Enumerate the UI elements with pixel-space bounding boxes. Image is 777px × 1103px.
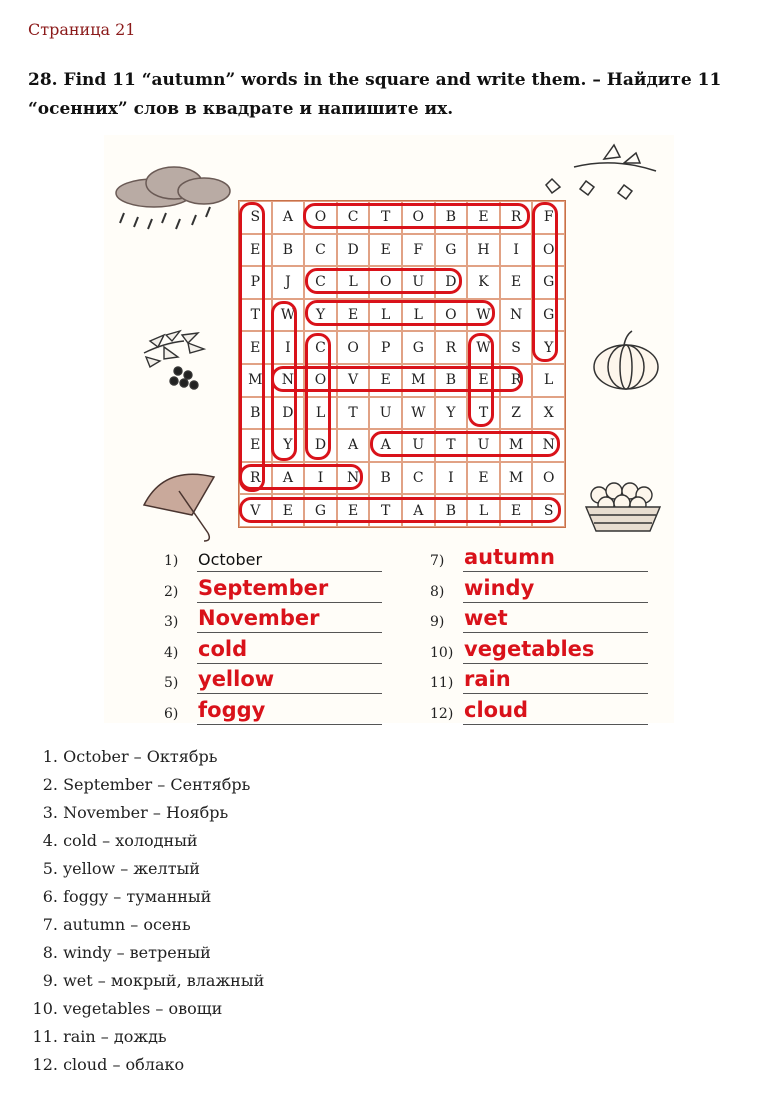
grid-cell: T — [369, 201, 402, 234]
answer-word: September — [198, 575, 329, 600]
grid-cell: C — [402, 462, 435, 495]
grid-cell: I — [304, 462, 337, 495]
grid-cell: S — [500, 331, 533, 364]
grid-cell: E — [467, 462, 500, 495]
answer-word: October — [198, 550, 263, 569]
grid-cell: D — [304, 429, 337, 462]
vegetable-basket-icon — [586, 483, 660, 531]
translation-text: yellow – желтый — [63, 859, 200, 878]
answer-underline — [197, 724, 382, 725]
grid-cell: U — [402, 266, 435, 299]
branch-leaves-icon — [546, 145, 656, 199]
grid-cell: K — [467, 266, 500, 299]
translation-number: 4. — [42, 831, 58, 850]
grid-cell: E — [467, 201, 500, 234]
grid-cell: L — [402, 299, 435, 332]
answer-word: cold — [198, 636, 248, 661]
grid-cell: P — [369, 331, 402, 364]
grid-cell: M — [402, 364, 435, 397]
translation-text: September – Сентябрь — [63, 775, 251, 794]
grid-cell: E — [239, 429, 272, 462]
translation-item — [28, 1051, 264, 1079]
grid-cell: E — [369, 234, 402, 267]
answer-underline — [197, 571, 382, 572]
pumpkin-icon — [594, 331, 658, 389]
grid-cell: E — [337, 299, 370, 332]
grid-cell: O — [337, 331, 370, 364]
translation-list — [28, 743, 264, 1079]
answer-underline — [463, 571, 648, 572]
answer-word: yellow — [198, 667, 275, 691]
answer-number: 11) — [430, 675, 454, 691]
answer-number: 4) — [164, 644, 179, 661]
grid-cell: P — [239, 266, 272, 299]
grid-cell: I — [435, 462, 468, 495]
grid-cell: C — [304, 331, 337, 364]
highlight-november — [271, 366, 523, 392]
translation-number: 5. — [42, 859, 58, 878]
grid-cell: U — [467, 429, 500, 462]
translation-item — [28, 911, 264, 939]
grid-cell: R — [500, 201, 533, 234]
grid-cell: Y — [435, 397, 468, 430]
grid-cell: B — [435, 494, 468, 527]
answer-underline — [197, 663, 382, 664]
answer-word: November — [198, 606, 320, 630]
answer-number: 5) — [164, 675, 179, 691]
translation-item — [28, 1023, 264, 1051]
grid-cell: S — [532, 494, 565, 527]
translation-item — [28, 799, 264, 827]
grid-cell: V — [239, 494, 272, 527]
grid-cell: M — [239, 364, 272, 397]
grid-cell: Z — [500, 397, 533, 430]
grid-cell: X — [532, 397, 565, 430]
answer-word: wet — [464, 606, 508, 630]
grid-cell: L — [337, 266, 370, 299]
grid-cell: O — [304, 364, 337, 397]
answer-underline — [463, 724, 648, 725]
grid-cell: E — [500, 266, 533, 299]
grid-cell: R — [239, 462, 272, 495]
grid-cell: U — [369, 397, 402, 430]
answer-word: rain — [464, 667, 511, 691]
grid-cell: N — [532, 429, 565, 462]
answer-word: windy — [464, 575, 535, 600]
grid-cell: E — [467, 364, 500, 397]
grid-cell: W — [467, 331, 500, 364]
grid-cell: T — [369, 494, 402, 527]
grid-cell: L — [304, 397, 337, 430]
grid-cell: I — [272, 331, 305, 364]
answer-number: 12) — [430, 705, 454, 722]
grid-cell: W — [467, 299, 500, 332]
grid-cell: U — [402, 429, 435, 462]
grid-cell: F — [402, 234, 435, 267]
translation-number: 1. — [42, 747, 58, 766]
highlight-october — [303, 203, 530, 229]
grid-cell: Y — [304, 299, 337, 332]
highlight-autumn — [370, 431, 560, 457]
grid-cell: E — [272, 494, 305, 527]
translation-number: 2. — [42, 775, 58, 794]
grid-cell: B — [435, 364, 468, 397]
grid-cell: G — [402, 331, 435, 364]
grid-cell: D — [435, 266, 468, 299]
answer-number: 8) — [430, 583, 445, 600]
highlight-foggy — [532, 202, 558, 362]
grid-cell: O — [304, 201, 337, 234]
grid-cell: O — [435, 299, 468, 332]
rain-cloud-icon — [116, 167, 230, 229]
translation-number: 10. — [32, 999, 58, 1018]
translation-text: vegetables – овощи — [63, 999, 223, 1018]
answer-underline — [197, 602, 382, 603]
translation-text: cloud – облако — [63, 1055, 185, 1074]
translation-item — [28, 827, 264, 855]
grid-cell: A — [402, 494, 435, 527]
grid-cell: E — [239, 234, 272, 267]
grid-cell: W — [272, 299, 305, 332]
translation-item — [28, 743, 264, 771]
grid-cell: L — [467, 494, 500, 527]
grid-cell: E — [239, 331, 272, 364]
grid-cell: A — [272, 201, 305, 234]
grid-cell: L — [369, 299, 402, 332]
grid-cell: H — [467, 234, 500, 267]
grid-cell: I — [500, 234, 533, 267]
grid-cell: B — [239, 397, 272, 430]
grid-cell: B — [272, 234, 305, 267]
translation-text: windy – ветреный — [63, 943, 211, 962]
answer-number: 9) — [430, 614, 445, 630]
translation-item — [28, 967, 264, 995]
grid-cell: R — [500, 364, 533, 397]
grid-cell: O — [532, 234, 565, 267]
translation-number: 11. — [32, 1027, 58, 1046]
grid-cell: V — [337, 364, 370, 397]
rowan-branch-icon — [144, 331, 204, 389]
grid-cell: E — [369, 364, 402, 397]
grid-cell: C — [304, 234, 337, 267]
translation-text: autumn – осень — [63, 915, 191, 934]
grid-cell: G — [532, 266, 565, 299]
grid-cell: A — [272, 462, 305, 495]
grid-cell: G — [532, 299, 565, 332]
grid-cell: N — [272, 364, 305, 397]
grid-cell: R — [435, 331, 468, 364]
grid-cell: C — [337, 201, 370, 234]
answer-underline — [463, 693, 648, 694]
grid-cell: D — [272, 397, 305, 430]
grid-cell: T — [435, 429, 468, 462]
translation-text: cold – холодный — [63, 831, 198, 850]
highlight-cold — [305, 333, 331, 460]
answer-word: autumn — [464, 545, 555, 569]
translation-number: 3. — [42, 803, 58, 822]
grid-cell: C — [304, 266, 337, 299]
translation-item — [28, 939, 264, 967]
grid-cell: N — [500, 299, 533, 332]
task-heading: 28. Find 11 “autumn” words in the square and write them. – Найдите 11 “осенних” слов в квадрате и напишите их. — [28, 70, 722, 119]
answer-underline — [197, 632, 382, 633]
translation-number: 8. — [42, 943, 58, 962]
grid-cell: O — [532, 462, 565, 495]
answer-underline — [463, 663, 648, 664]
answer-word: foggy — [198, 697, 266, 722]
grid-cell: L — [532, 364, 565, 397]
answer-number: 1) — [164, 553, 179, 569]
umbrella-icon — [144, 474, 214, 541]
answer-number: 2) — [164, 583, 179, 600]
grid-cell: E — [337, 494, 370, 527]
grid-cell: G — [435, 234, 468, 267]
grid-cell: T — [239, 299, 272, 332]
grid-cell: O — [402, 201, 435, 234]
grid-cell: F — [532, 201, 565, 234]
translation-item — [28, 771, 264, 799]
grid-cell: B — [435, 201, 468, 234]
grid-cell: S — [239, 201, 272, 234]
translation-number: 12. — [32, 1055, 58, 1074]
page-label: Страница 21 — [28, 20, 136, 39]
grid-cell: M — [500, 429, 533, 462]
answer-underline — [463, 602, 648, 603]
answer-underline — [463, 632, 648, 633]
grid-cell: W — [402, 397, 435, 430]
highlight-rain — [239, 464, 363, 490]
answer-word: cloud — [464, 697, 529, 722]
translation-item — [28, 855, 264, 883]
translation-text: foggy – туманный — [63, 887, 212, 906]
translation-number: 6. — [42, 887, 58, 906]
translation-text: October – Октябрь — [63, 747, 218, 766]
grid-cell: G — [304, 494, 337, 527]
translation-item — [28, 995, 264, 1023]
translation-text: rain – дождь — [63, 1027, 167, 1046]
grid-cell: D — [337, 234, 370, 267]
grid-cell: B — [369, 462, 402, 495]
grid-cell: A — [369, 429, 402, 462]
grid-cell: O — [369, 266, 402, 299]
answer-number: 10) — [430, 644, 454, 661]
translation-text: wet – мокрый, влажный — [63, 971, 265, 990]
translation-item — [28, 883, 264, 911]
grid-cell: Y — [272, 429, 305, 462]
answer-number: 6) — [164, 705, 179, 722]
highlight-cloud — [305, 268, 462, 294]
grid-cell: M — [500, 462, 533, 495]
grid-cell: A — [337, 429, 370, 462]
grid-cell: J — [272, 266, 305, 299]
answer-underline — [197, 693, 382, 694]
word-search-figure — [104, 135, 674, 723]
translation-number: 9. — [42, 971, 58, 990]
answer-number: 3) — [164, 614, 179, 630]
grid-cell: N — [337, 462, 370, 495]
answer-number: 7) — [430, 553, 445, 569]
highlight-vegetables — [239, 497, 561, 523]
translation-text: November – Ноябрь — [63, 803, 229, 822]
answer-word: vegetables — [464, 636, 595, 661]
grid-cell: Y — [532, 331, 565, 364]
grid-cell: T — [337, 397, 370, 430]
grid-cell: E — [500, 494, 533, 527]
highlight-september — [239, 202, 265, 492]
grid-cell: T — [467, 397, 500, 430]
highlight-yellow — [305, 300, 495, 326]
translation-number: 7. — [42, 915, 58, 934]
